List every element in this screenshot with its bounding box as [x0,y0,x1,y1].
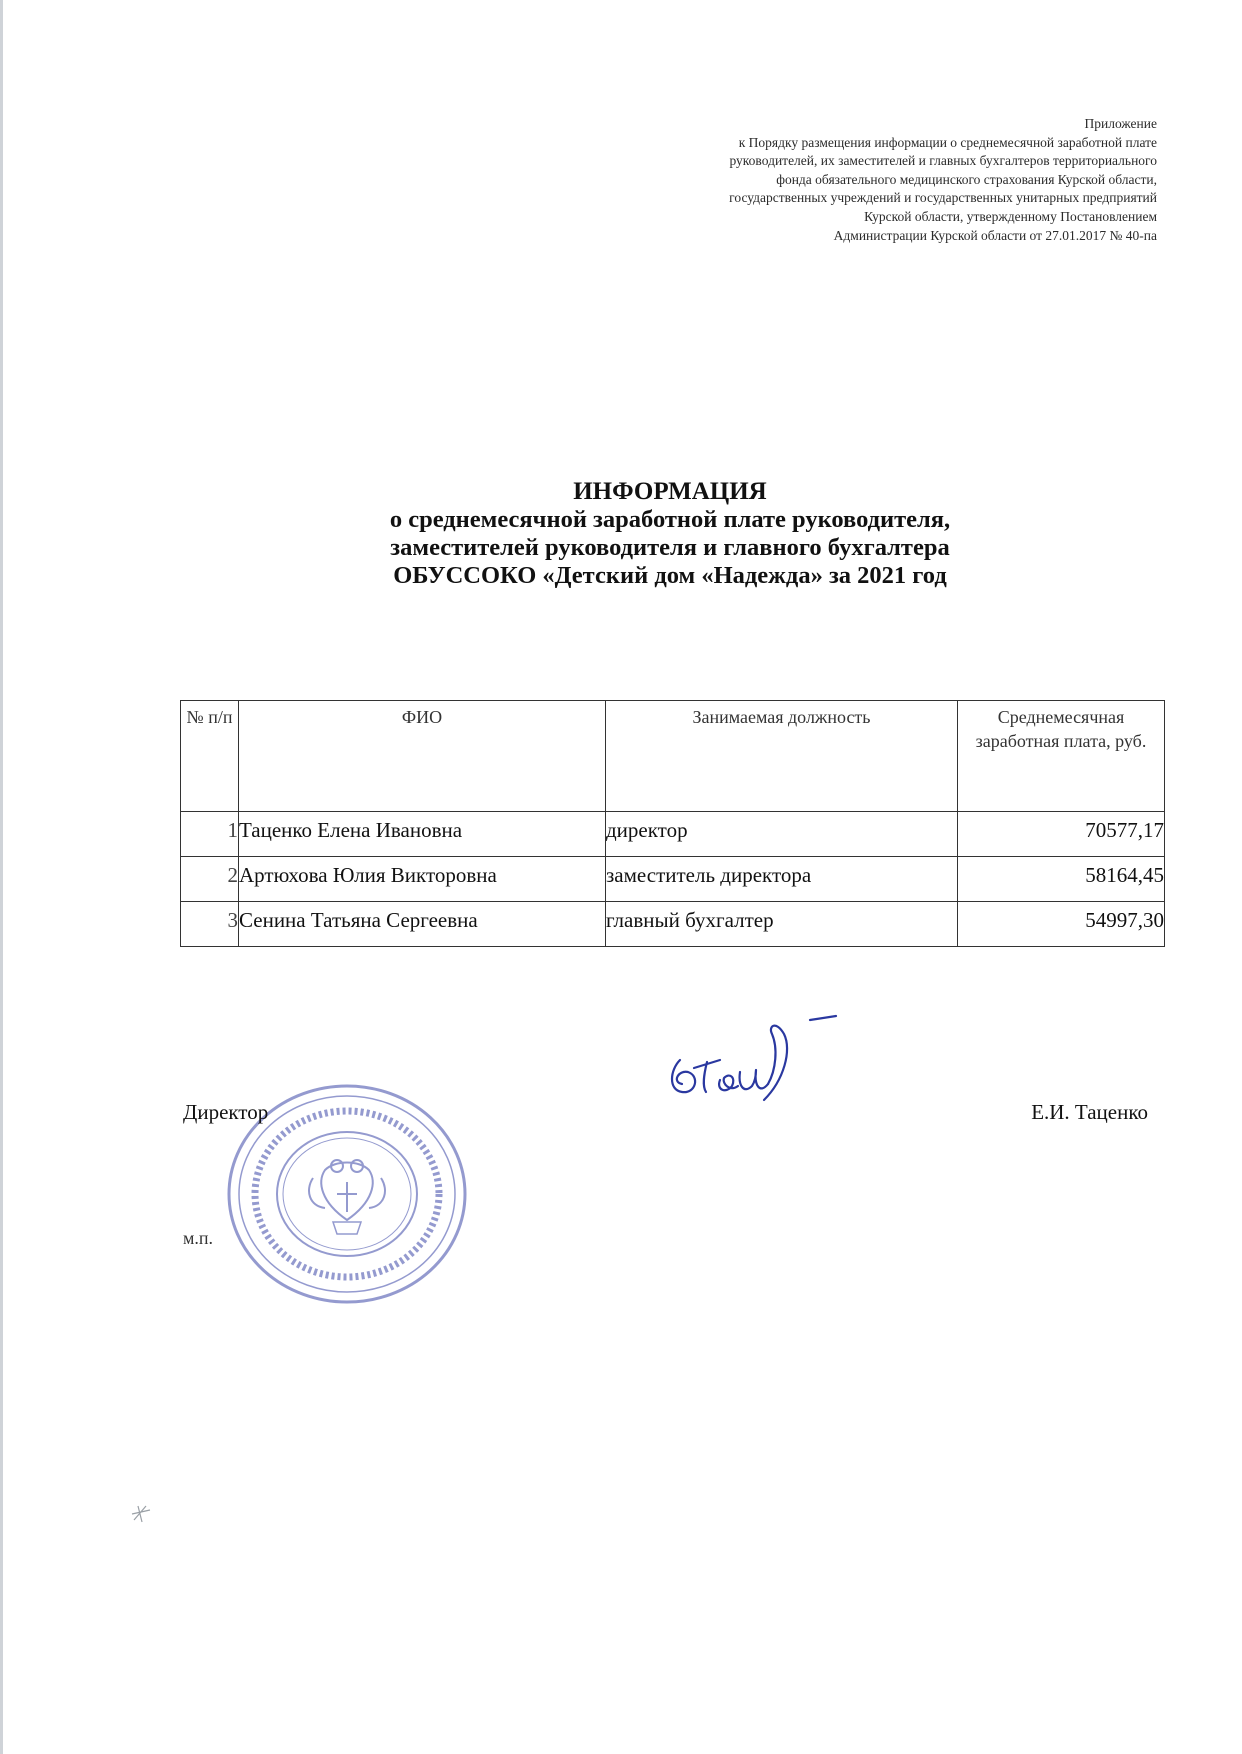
table-row [181,812,1165,857]
salary-table [180,700,1165,947]
appendix-line: фонда обязательного медицинского страхования Курской области, [776,171,1157,187]
row-fio: Таценко Елена Ивановна [239,812,606,857]
row-salary: 54997,30 [958,902,1165,947]
title-line: о среднемесячной заработной плате руководителя, [389,506,951,533]
appendix-note [517,115,1157,245]
appendix-line: Администрации Курской области от 27.01.2017 № 40-па [833,227,1157,243]
row-position: заместитель директора [606,857,958,902]
signature-role: Директор [183,1100,269,1124]
row-salary: 58164,45 [958,857,1165,902]
row-num: 3 [181,902,239,947]
signature-name: Е.И. Таценко [1031,1100,1148,1124]
title-line: заместителей руководителя и главного бухгалтера [390,534,950,561]
row-salary: 70577,17 [958,812,1165,857]
appendix-line: Приложение [1084,116,1157,131]
header-position: Занимаемая должность [606,701,958,812]
title-main: ИНФОРМАЦИЯ [573,478,767,505]
scan-speck-icon [128,1500,154,1526]
header-salary: Среднемесячная заработная плата, руб. [958,701,1165,812]
row-position: директор [606,812,958,857]
table-row [181,857,1165,902]
header-num: № п/п [181,701,239,812]
table-row [181,902,1165,947]
document-title [200,478,1140,590]
signature-icon [660,990,890,1120]
row-position: главный бухгалтер [606,902,958,947]
appendix-line: государственных учреждений и государственных унитарных предприятий [729,190,1157,206]
row-num: 1 [181,812,239,857]
header-fio: ФИО [239,701,606,812]
appendix-line: руководителей, их заместителей и главных бухгалтеров территориального [729,153,1157,169]
stamp-place-label: м.п. [183,1228,214,1248]
row-fio: Артюхова Юлия Викторовна [239,857,606,902]
appendix-line: Курской области, утвержденному Постановлением [864,208,1157,224]
appendix-line: к Порядку размещения информации о среднемесячной заработной плате [738,134,1157,150]
row-num: 2 [181,857,239,902]
title-line: ОБУССОКО «Детский дом «Надежда» за 2021 год [393,562,947,589]
table-header-row [181,701,1165,812]
row-fio: Сенина Татьяна Сергеевна [239,902,606,947]
page-edge [0,0,3,1754]
